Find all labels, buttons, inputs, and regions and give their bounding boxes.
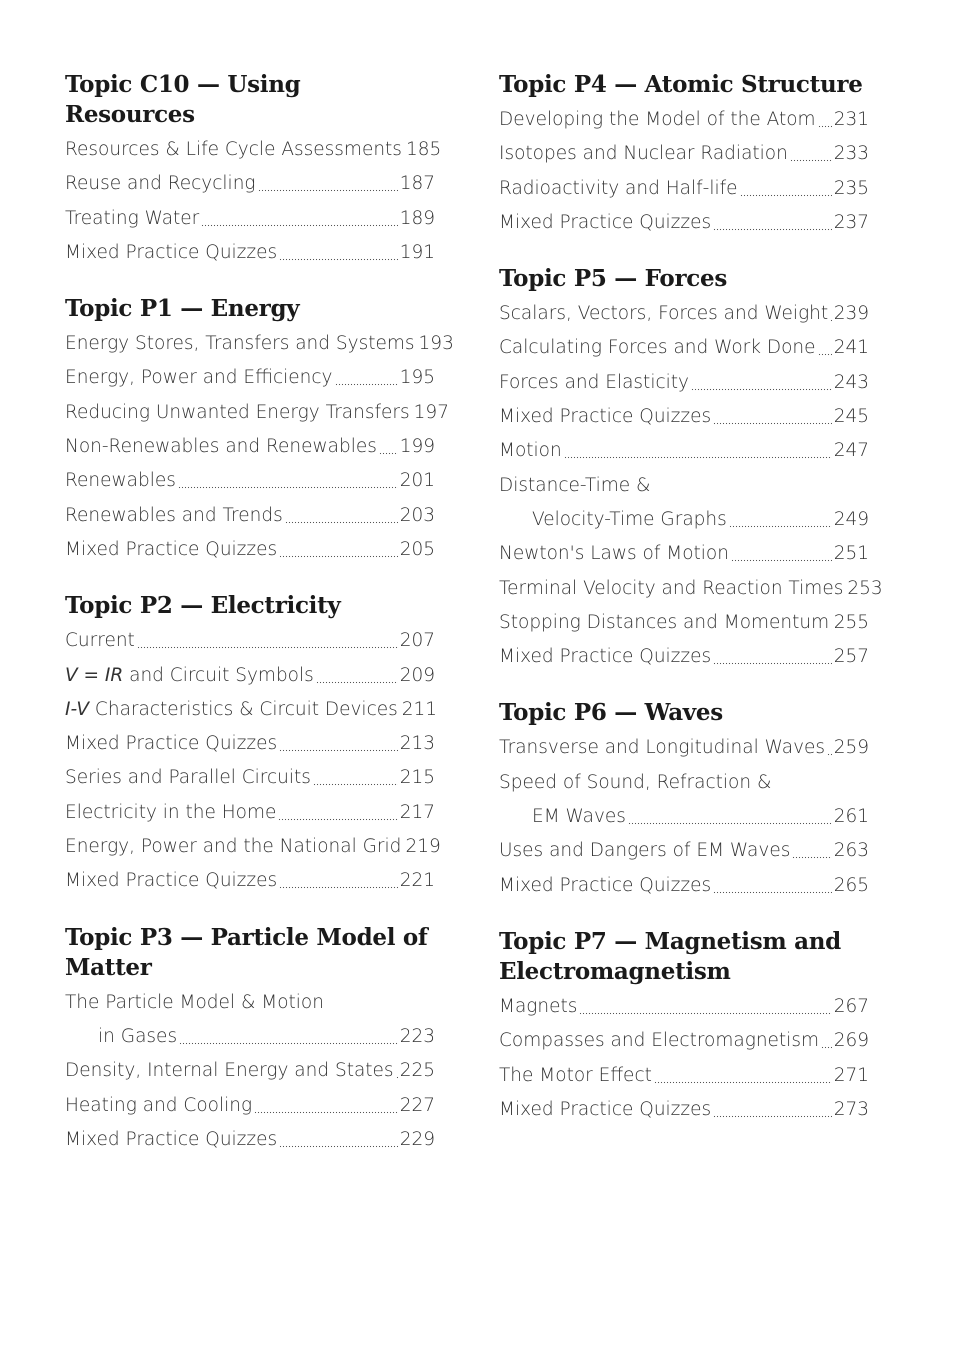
page-number: 261 xyxy=(833,806,869,828)
entry-label: Radioactivity and Half-life xyxy=(499,177,738,199)
toc-right-column xyxy=(499,70,883,1151)
dot-leader xyxy=(713,212,832,231)
toc-entry-first-line[interactable] xyxy=(499,766,869,800)
toc-entry[interactable] xyxy=(65,167,435,201)
dot-leader xyxy=(628,807,832,826)
entry-label-italic: V = IR xyxy=(65,664,124,686)
dot-leader xyxy=(713,875,832,894)
toc-section xyxy=(499,264,883,674)
toc-entry[interactable] xyxy=(65,761,435,795)
page-number: 187 xyxy=(399,173,435,195)
page-number: 227 xyxy=(399,1094,435,1116)
dot-leader xyxy=(713,647,832,666)
toc-entry[interactable] xyxy=(65,830,441,864)
entry-label: The Particle Model & Motion xyxy=(65,991,324,1013)
entry-label: Mixed Practice Quizzes xyxy=(65,538,278,560)
dot-leader xyxy=(258,174,398,193)
entry-label: Compasses and Electromagnetism xyxy=(499,1030,819,1052)
page-number: 221 xyxy=(399,870,435,892)
entry-label xyxy=(65,693,398,727)
page-number: 201 xyxy=(399,470,435,492)
toc-entry[interactable] xyxy=(65,1089,435,1123)
entry-label: Energy Stores, Transfers and Systems xyxy=(65,333,415,355)
toc-entry[interactable] xyxy=(65,1020,435,1054)
toc-entry[interactable] xyxy=(65,533,435,567)
toc-entry[interactable] xyxy=(65,236,435,270)
entry-label: Density, Internal Energy and States xyxy=(65,1060,394,1082)
page-number: 251 xyxy=(833,543,869,565)
dot-leader xyxy=(818,110,832,129)
page-number: 245 xyxy=(833,406,869,428)
toc-entry[interactable] xyxy=(499,206,869,240)
dot-leader xyxy=(821,1031,832,1050)
entry-label: Newton's Laws of Motion xyxy=(499,543,729,565)
entry-label: Non-Renewables and Renewables xyxy=(65,436,377,458)
entry-label: Renewables xyxy=(65,470,176,492)
dot-leader xyxy=(137,631,398,650)
entry-label: Heating and Cooling xyxy=(65,1094,253,1116)
entry-label: Mixed Practice Quizzes xyxy=(499,1098,712,1120)
toc-entry[interactable] xyxy=(499,731,869,765)
entry-label: Energy, Power and the National Grid xyxy=(65,836,402,858)
page-number: 255 xyxy=(833,611,869,633)
toc-entry[interactable] xyxy=(499,297,869,331)
page-number: 225 xyxy=(399,1060,435,1082)
entry-label-italic: I-V xyxy=(65,698,90,720)
toc-entry[interactable] xyxy=(499,990,869,1024)
dot-leader xyxy=(316,665,398,684)
toc-entry[interactable] xyxy=(65,202,435,236)
toc-entry[interactable] xyxy=(65,133,442,167)
page-number: 235 xyxy=(833,177,869,199)
entry-label: Reducing Unwanted Energy Transfers xyxy=(65,401,410,423)
page-number: 273 xyxy=(833,1098,869,1120)
page-number: 271 xyxy=(833,1064,869,1086)
page-number: 241 xyxy=(833,337,869,359)
entry-label-continuation: in Gases xyxy=(98,1025,178,1047)
toc-entry[interactable] xyxy=(65,464,435,498)
dot-leader xyxy=(178,471,398,490)
toc-entry[interactable] xyxy=(499,137,869,171)
dot-leader xyxy=(731,544,832,563)
page-number: 205 xyxy=(399,538,435,560)
dot-leader xyxy=(285,505,398,524)
page-number: 243 xyxy=(833,371,869,393)
page-number: 233 xyxy=(833,143,869,165)
toc-entry[interactable] xyxy=(65,624,435,658)
dot-leader xyxy=(691,372,832,391)
toc-entry-first-line[interactable] xyxy=(65,986,435,1020)
page-number: 259 xyxy=(833,737,869,759)
dot-leader xyxy=(729,509,832,528)
entry-label: The Motor Effect xyxy=(499,1064,652,1086)
dot-leader xyxy=(818,338,832,357)
dot-leader xyxy=(279,1129,398,1148)
toc-section xyxy=(65,294,454,567)
toc-entry[interactable] xyxy=(499,366,869,400)
entry-label: Uses and Dangers of EM Waves xyxy=(499,840,791,862)
page-number: 193 xyxy=(418,333,454,355)
page-number: 247 xyxy=(833,440,869,462)
dot-leader xyxy=(830,304,832,323)
toc-entry[interactable] xyxy=(65,796,435,830)
dot-leader xyxy=(790,144,832,163)
entry-label: Calculating Forces and Work Done xyxy=(499,337,816,359)
toc-entry[interactable] xyxy=(499,572,883,606)
page-number: 237 xyxy=(833,211,869,233)
entry-label: Transverse and Longitudinal Waves xyxy=(499,737,826,759)
toc-entry[interactable] xyxy=(499,503,869,537)
page-number: 269 xyxy=(833,1030,869,1052)
page-number: 197 xyxy=(413,401,449,423)
page-number: 191 xyxy=(399,241,435,263)
entry-label-continuation: EM Waves xyxy=(532,806,626,828)
toc-section xyxy=(499,698,869,902)
entry-label: Treating Water xyxy=(65,207,200,229)
entry-label: Distance-Time & xyxy=(499,474,651,496)
entry-label xyxy=(65,659,314,693)
entry-label: Mixed Practice Quizzes xyxy=(65,733,278,755)
dot-leader xyxy=(278,802,397,821)
entry-label: Electricity in the Home xyxy=(65,801,277,823)
entry-label: Mixed Practice Quizzes xyxy=(65,1128,278,1150)
entry-label: Reuse and Recycling xyxy=(65,173,256,195)
toc-entry[interactable] xyxy=(499,834,869,868)
toc-entry[interactable] xyxy=(65,396,449,430)
page-number: 229 xyxy=(399,1128,435,1150)
dot-leader xyxy=(792,841,831,860)
page-number: 253 xyxy=(847,577,883,599)
dot-leader xyxy=(279,242,398,261)
page-number: 195 xyxy=(399,367,435,389)
entry-label: Motion xyxy=(499,440,562,462)
toc-entry[interactable] xyxy=(65,499,435,533)
dot-leader xyxy=(831,612,832,631)
entry-label: Current xyxy=(65,630,135,652)
dot-leader xyxy=(713,407,832,426)
entry-label: Series and Parallel Circuits xyxy=(65,767,311,789)
entry-label-rest: and Circuit Symbols xyxy=(123,664,314,686)
page-number: 249 xyxy=(833,508,869,530)
toc-entry[interactable] xyxy=(65,1123,435,1157)
section-heading: Topic P1 — Energy xyxy=(65,295,300,323)
toc-entry[interactable] xyxy=(65,430,435,464)
section-heading: Topic P3 — Particle Model of Matter xyxy=(65,923,428,981)
toc-entry[interactable] xyxy=(499,606,869,640)
toc-entry[interactable] xyxy=(499,434,869,468)
toc-section xyxy=(65,923,435,1157)
entry-label-rest: Characteristics & Circuit Devices xyxy=(89,698,398,720)
toc-section xyxy=(65,70,442,270)
entry-label: Mixed Practice Quizzes xyxy=(65,241,278,263)
page-number: 265 xyxy=(833,874,869,896)
dot-leader xyxy=(654,1065,832,1084)
page-number: 219 xyxy=(405,836,441,858)
dot-leader xyxy=(335,368,398,387)
dot-leader xyxy=(396,1061,398,1080)
entry-label: Speed of Sound, Refraction & xyxy=(499,771,772,793)
toc-entry-first-line[interactable] xyxy=(499,469,869,503)
entry-label: Magnets xyxy=(499,995,578,1017)
page-number: 257 xyxy=(833,646,869,668)
page-number: 211 xyxy=(401,698,438,720)
toc-entry[interactable] xyxy=(499,640,869,674)
dot-leader xyxy=(279,734,398,753)
dot-leader xyxy=(827,738,832,757)
section-heading: Topic C10 — Using Resources xyxy=(65,71,301,128)
toc-entry[interactable] xyxy=(499,400,869,434)
dot-leader xyxy=(579,996,831,1015)
section-heading: Topic P7 — Magnetism and Electromagnetism xyxy=(499,927,841,985)
dot-leader xyxy=(379,437,398,456)
section-heading: Topic P6 — Waves xyxy=(499,699,723,727)
entry-label: Isotopes and Nuclear Radiation xyxy=(499,143,788,165)
page-number: 209 xyxy=(399,664,435,686)
entry-label: Resources & Life Cycle Assessments xyxy=(65,139,402,160)
entry-label: Mixed Practice Quizzes xyxy=(499,406,712,428)
toc-section xyxy=(499,70,869,240)
toc-entry[interactable] xyxy=(65,327,454,361)
dot-leader xyxy=(313,768,398,787)
entry-label: Stopping Distances and Momentum xyxy=(499,611,830,633)
page-number: 189 xyxy=(399,207,435,229)
page-number: 217 xyxy=(399,801,435,823)
toc-entry[interactable] xyxy=(499,800,869,834)
entry-label: Mixed Practice Quizzes xyxy=(65,870,278,892)
entry-label: Renewables and Trends xyxy=(65,504,283,526)
toc-section xyxy=(499,927,869,1127)
toc-entry[interactable] xyxy=(499,1059,869,1093)
page-number: 223 xyxy=(399,1025,435,1047)
section-heading: Topic P4 — Atomic Structure xyxy=(499,71,863,98)
section-heading: Topic P5 — Forces xyxy=(499,265,727,293)
dot-leader xyxy=(201,208,397,227)
page-number: 231 xyxy=(833,109,869,130)
dot-leader xyxy=(740,178,832,197)
entry-label-continuation: Velocity-Time Graphs xyxy=(532,508,727,530)
dot-leader xyxy=(279,871,398,890)
toc-entry[interactable] xyxy=(65,693,438,727)
toc-left-column xyxy=(65,70,454,1181)
page-number: 215 xyxy=(399,767,435,789)
page-number: 207 xyxy=(399,630,435,652)
toc-entry[interactable] xyxy=(65,361,435,395)
page-number: 213 xyxy=(399,733,435,755)
toc-entry[interactable] xyxy=(499,537,869,571)
toc-entry[interactable] xyxy=(499,172,869,206)
toc-entry[interactable] xyxy=(499,1093,869,1127)
page-number: 185 xyxy=(405,139,442,160)
toc-entry[interactable] xyxy=(65,727,435,761)
toc-entry[interactable] xyxy=(499,331,869,365)
dot-leader xyxy=(713,1099,832,1118)
toc-entry[interactable] xyxy=(65,1054,435,1088)
entry-label: Developing the Model of the Atom xyxy=(499,109,816,130)
entry-label: Mixed Practice Quizzes xyxy=(499,211,712,233)
section-heading: Topic P2 — Electricity xyxy=(65,592,341,620)
entry-label: Mixed Practice Quizzes xyxy=(499,646,712,668)
toc-entry[interactable] xyxy=(499,1024,869,1058)
page-number: 239 xyxy=(833,303,869,325)
dot-leader xyxy=(564,441,832,460)
toc-entry[interactable] xyxy=(65,864,435,898)
page-number: 267 xyxy=(833,995,869,1017)
entry-label: Scalars, Vectors, Forces and Weight xyxy=(499,303,829,325)
entry-label: Energy, Power and Efficiency xyxy=(65,367,333,389)
entry-label: Mixed Practice Quizzes xyxy=(499,874,712,896)
page-number: 199 xyxy=(399,436,435,458)
page-number: 203 xyxy=(399,504,435,526)
dot-leader xyxy=(179,1026,398,1045)
page-number: 263 xyxy=(833,840,869,862)
entry-label: Forces and Elasticity xyxy=(499,371,689,393)
dot-leader xyxy=(254,1095,398,1114)
toc-entry[interactable] xyxy=(499,103,869,137)
dot-leader xyxy=(279,539,398,558)
toc-entry[interactable] xyxy=(65,659,435,693)
toc-section xyxy=(65,591,441,898)
toc-entry[interactable] xyxy=(499,869,869,903)
entry-label: Terminal Velocity and Reaction Times xyxy=(499,577,844,599)
